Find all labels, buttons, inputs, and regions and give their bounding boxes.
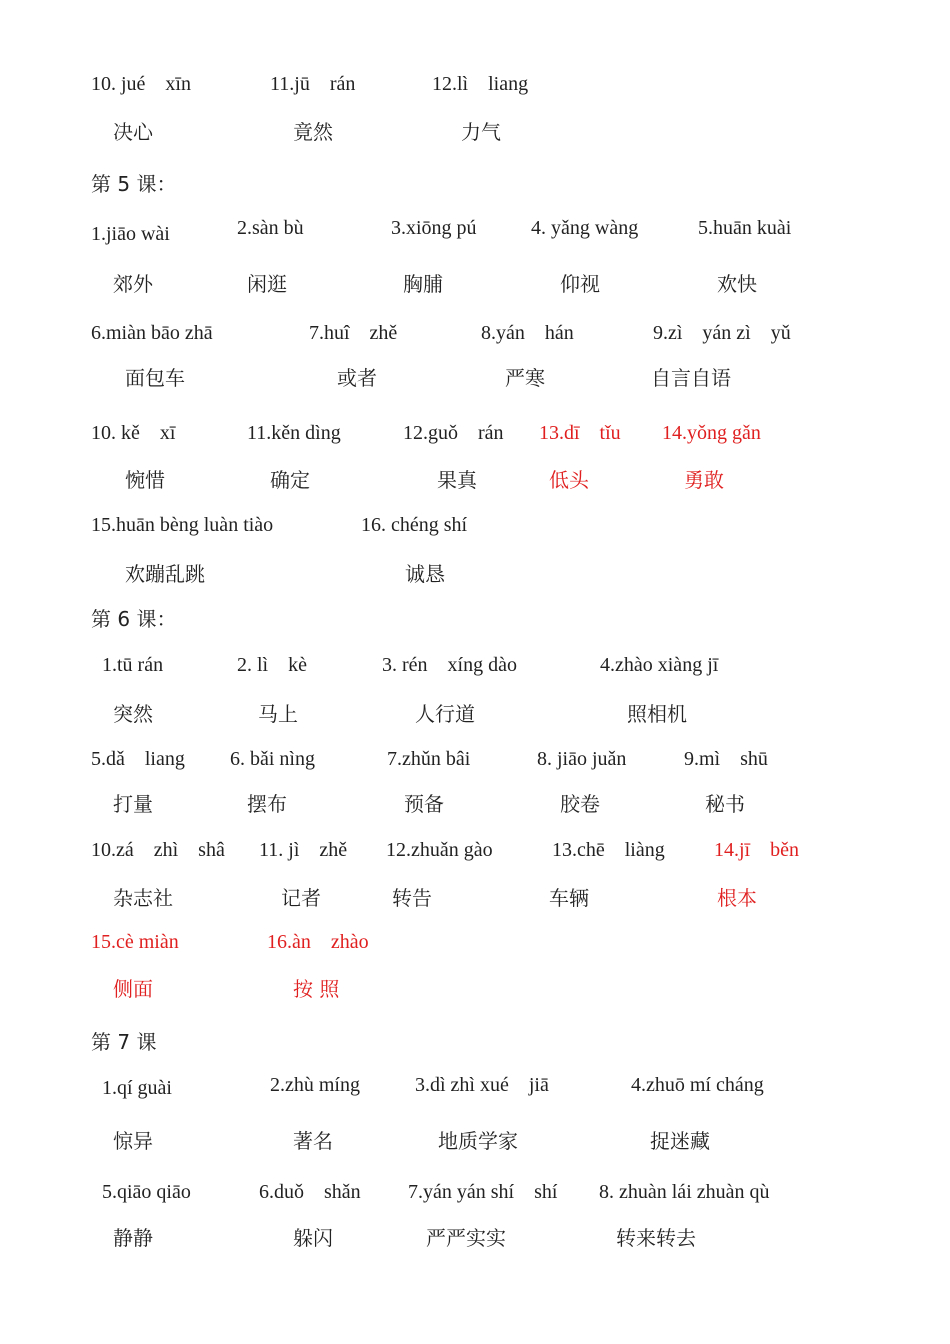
hanzi-item: 面包车: [125, 366, 185, 390]
hanzi-item: 欢蹦乱跳: [125, 562, 205, 586]
hanzi-item: 郊外: [113, 272, 153, 296]
pinyin-item-highlighted: 14.yǒng gǎn: [662, 422, 761, 444]
pinyin-item: 12.zhuǎn gào: [386, 839, 493, 861]
pinyin-item: 13.chē liàng: [552, 839, 665, 861]
hanzi-item: 严严实实: [426, 1226, 506, 1250]
pinyin-item: 7.zhǔn bâi: [387, 748, 471, 770]
hanzi-item: 著名: [293, 1129, 333, 1153]
hanzi-item: 仰视: [560, 272, 600, 296]
hanzi-item: 果真: [437, 468, 477, 492]
pinyin-item: 7.yán yán shí shí: [408, 1181, 558, 1203]
pinyin-item: 10. jué xīn: [91, 73, 191, 95]
hanzi-item: 决心: [113, 120, 153, 144]
pinyin-item: 6.duǒ shǎn: [259, 1181, 361, 1203]
pinyin-item: 6.miàn bāo zhā: [91, 322, 213, 344]
hanzi-item: 静静: [113, 1226, 153, 1250]
pinyin-item: 4.zhào xiàng jī: [600, 654, 719, 676]
hanzi-item: 躲闪: [293, 1226, 333, 1250]
lesson-7-heading: 第 7 课: [91, 1030, 157, 1054]
pinyin-item: 1.jiāo wài: [91, 223, 170, 245]
pinyin-item: 9.zì yán zì yǔ: [653, 322, 791, 344]
hanzi-item: 胸脯: [403, 272, 443, 296]
pinyin-item-highlighted: 14.jī běn: [714, 839, 799, 861]
hanzi-item: 马上: [258, 702, 298, 726]
hanzi-item-highlighted: 根本: [717, 886, 757, 910]
hanzi-item-highlighted: 侧面: [113, 977, 153, 1001]
hanzi-item-highlighted: 勇敢: [684, 468, 724, 492]
hanzi-item: 人行道: [415, 702, 475, 726]
hanzi-item: 杂志社: [113, 886, 173, 910]
pinyin-item: 11. jì zhě: [259, 839, 348, 861]
hanzi-item: 诚恳: [405, 562, 445, 586]
pinyin-item: 15.huān bèng luàn tiào: [91, 514, 274, 536]
hanzi-item: 惊异: [113, 1129, 153, 1153]
hanzi-item: 力气: [461, 120, 501, 144]
hanzi-item-highlighted: 按 照: [293, 977, 340, 1001]
pinyin-item-highlighted: 13.dī tǐu: [539, 422, 621, 444]
pinyin-item: 11.kěn dìng: [247, 422, 341, 444]
pinyin-item: 12.guǒ rán: [403, 422, 504, 444]
pinyin-item-highlighted: 16.àn zhào: [267, 931, 369, 953]
hanzi-item: 欢快: [717, 272, 757, 296]
pinyin-item: 1.tū rán: [102, 654, 164, 676]
pinyin-item: 4.zhuō mí cháng: [631, 1074, 764, 1096]
hanzi-item: 自言自语: [651, 366, 731, 390]
pinyin-item: 8.yán hán: [481, 322, 574, 344]
hanzi-item: 确定: [270, 468, 310, 492]
pinyin-item: 12.lì liang: [432, 73, 529, 95]
hanzi-item: 打量: [113, 792, 153, 816]
hanzi-item: 转来转去: [616, 1226, 696, 1250]
hanzi-item: 地质学家: [438, 1129, 518, 1153]
pinyin-item: 16. chéng shí: [361, 514, 468, 536]
hanzi-item: 竟然: [293, 120, 333, 144]
lesson-5-heading: 第 5 课：: [91, 172, 177, 196]
hanzi-item: 或者: [337, 366, 377, 390]
hanzi-item: 严寒: [505, 366, 545, 390]
hanzi-item: 摆布: [247, 792, 287, 816]
hanzi-item: 车辆: [549, 886, 589, 910]
hanzi-item: 转告: [392, 886, 432, 910]
pinyin-item: 8. jiāo juǎn: [537, 748, 627, 770]
hanzi-item: 预备: [404, 792, 444, 816]
hanzi-item: 突然: [113, 702, 153, 726]
pinyin-item: 11.jū rán: [270, 73, 356, 95]
pinyin-item: 1.qí guài: [102, 1077, 172, 1099]
pinyin-item: 3.dì zhì xué jiā: [415, 1074, 549, 1096]
lesson-6-heading: 第 6 课：: [91, 607, 177, 631]
pinyin-item: 8. zhuàn lái zhuàn qù: [599, 1181, 770, 1203]
hanzi-item: 胶卷: [560, 792, 600, 816]
hanzi-item: 惋惜: [125, 468, 165, 492]
pinyin-item: 2. lì kè: [237, 654, 307, 676]
hanzi-item: 闲逛: [247, 272, 287, 296]
pinyin-item: 5.qiāo qiāo: [102, 1181, 191, 1203]
pinyin-item-highlighted: 15.cè miàn: [91, 931, 179, 953]
pinyin-item: 5.huān kuài: [698, 217, 792, 239]
pinyin-item: 10.zá zhì shâ: [91, 839, 225, 861]
pinyin-item: 3. rén xíng dào: [382, 654, 517, 676]
pinyin-item: 9.mì shū: [684, 748, 768, 770]
hanzi-item: 照相机: [627, 702, 687, 726]
pinyin-item: 2.zhù míng: [270, 1074, 360, 1096]
pinyin-item: 10. kě xī: [91, 422, 176, 444]
pinyin-item: 7.huî zhě: [309, 322, 398, 344]
pinyin-item: 3.xiōng pú: [391, 217, 477, 239]
pinyin-item: 4. yǎng wàng: [531, 217, 639, 239]
pinyin-item: 2.sàn bù: [237, 217, 304, 239]
hanzi-item: 捉迷藏: [650, 1129, 710, 1153]
hanzi-item: 秘书: [705, 792, 745, 816]
pinyin-item: 6. bǎi nìng: [230, 748, 315, 770]
hanzi-item: 记者: [281, 886, 321, 910]
hanzi-item-highlighted: 低头: [549, 468, 589, 492]
pinyin-item: 5.dǎ liang: [91, 748, 185, 770]
